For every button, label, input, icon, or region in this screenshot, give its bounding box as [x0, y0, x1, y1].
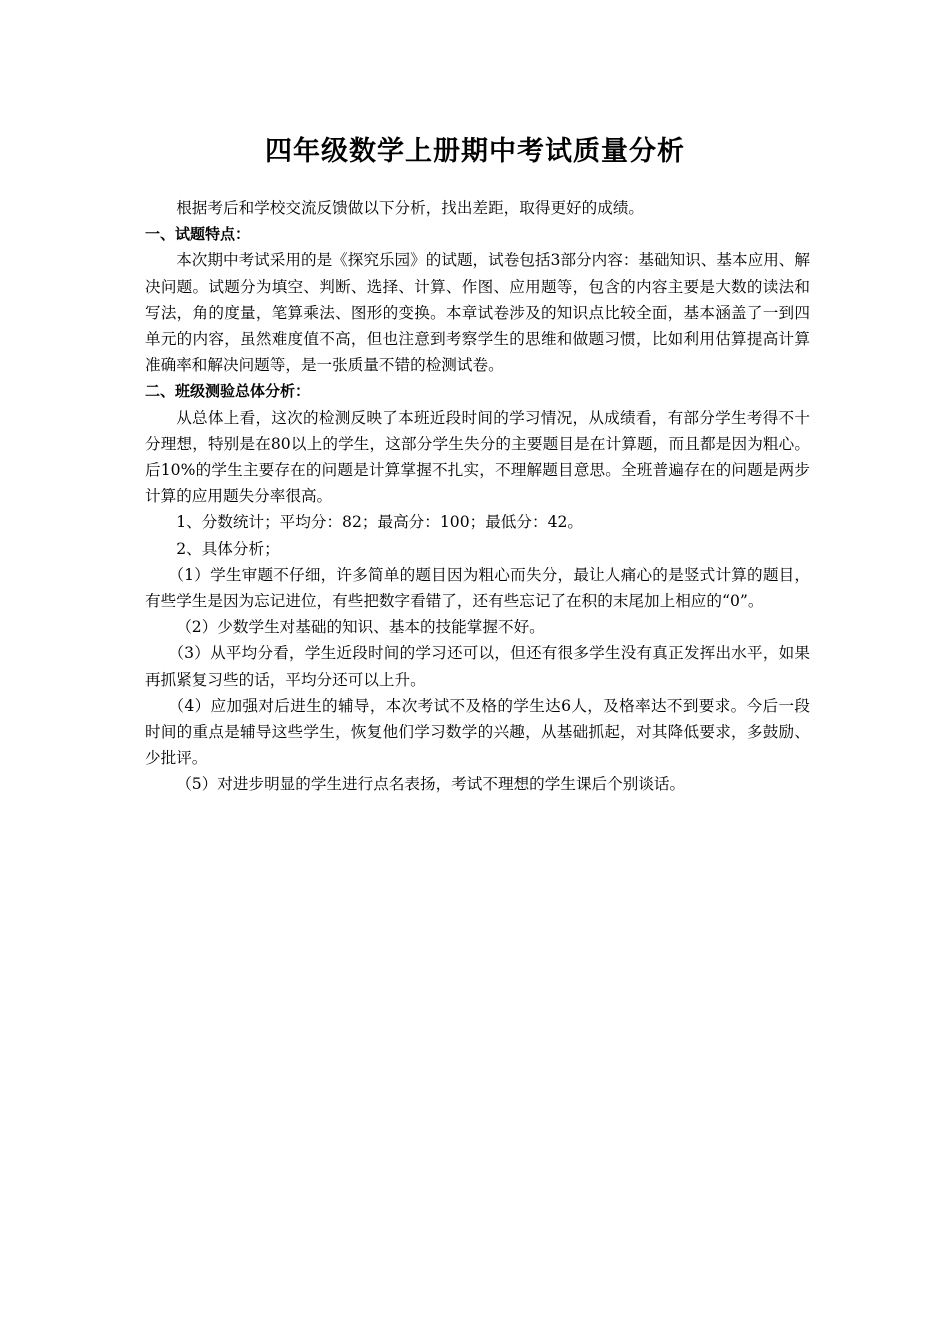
- section-1-heading: 一、试题特点：: [145, 225, 251, 244]
- section-1-paragraph: 本次期中考试采用的是《探究乐园》的试题，试卷包括3部分内容：基础知识、基本应用、解决问题。试题分为填空、判断、选择、计算、作图、应用题等，包含的内容主要是大数的读法和写法，角的度量，笔算乘法、图形的变换。本章试卷涉及的知识点比较全面，基本涵盖了一到四单元的内容，虽然难度值不高，但也注意到考察学生的思维和做题习惯，比如利用估算提高计算准确率和解决问题等，是一张质量不错的检测试卷。: [145, 251, 810, 375]
- section-2-heading: 二、班级测验总体分析：: [145, 382, 311, 401]
- analysis-item-3: （3）从平均分看，学生近段时间的学习还可以，但还有很多学生没有真正发挥出水平，如果再抓紧复习些的话，平均分还可以上升。: [145, 644, 810, 689]
- document-title: 四年级数学上册期中考试质量分析: [265, 136, 685, 167]
- analysis-heading: 2、具体分析；: [176, 539, 280, 558]
- analysis-item-4: （4）应加强对后进生的辅导，本次考试不及格的学生达6人，及格率达不到要求。今后一段时间的重点是辅导这些学生，恢复他们学习数学的兴趣，从基础抓起，对其降低要求，多鼓励、少批评。: [145, 696, 810, 768]
- section-2-paragraph: 从总体上看，这次的检测反映了本班近段时间的学习情况，从成绩看，有部分学生考得不十分理想，特别是在80以上的学生，这部分学生失分的主要题目是在计算题，而且都是因为粗心。后10%的学生主要存在的问题是计算掌握不扎实，不理解题目意思。全班普遍存在的问题是两步计算的应用题失分率很高。: [145, 408, 810, 506]
- document-body: [145, 195, 810, 798]
- analysis-item-2: （2）少数学生对基础的知识、基本的技能掌握不好。: [176, 618, 545, 637]
- analysis-item-1: （1）学生审题不仔细，许多简单的题目因为粗心而失分，最让人痛心的是竖式计算的题目，有些学生是因为忘记进位，有些把数字看错了，还有些忘记了在积的末尾加上相应的“0”。: [145, 565, 810, 611]
- analysis-item-5: （5）对进步明显的学生进行点名表扬，考试不理想的学生课后个别谈话。: [176, 775, 686, 794]
- intro-paragraph: 根据考后和学校交流反馈做以下分析，找出差距，取得更好的成绩。: [176, 199, 645, 217]
- score-statistics: 1、分数统计；平均分：82；最高分：100；最低分：42。: [176, 513, 584, 532]
